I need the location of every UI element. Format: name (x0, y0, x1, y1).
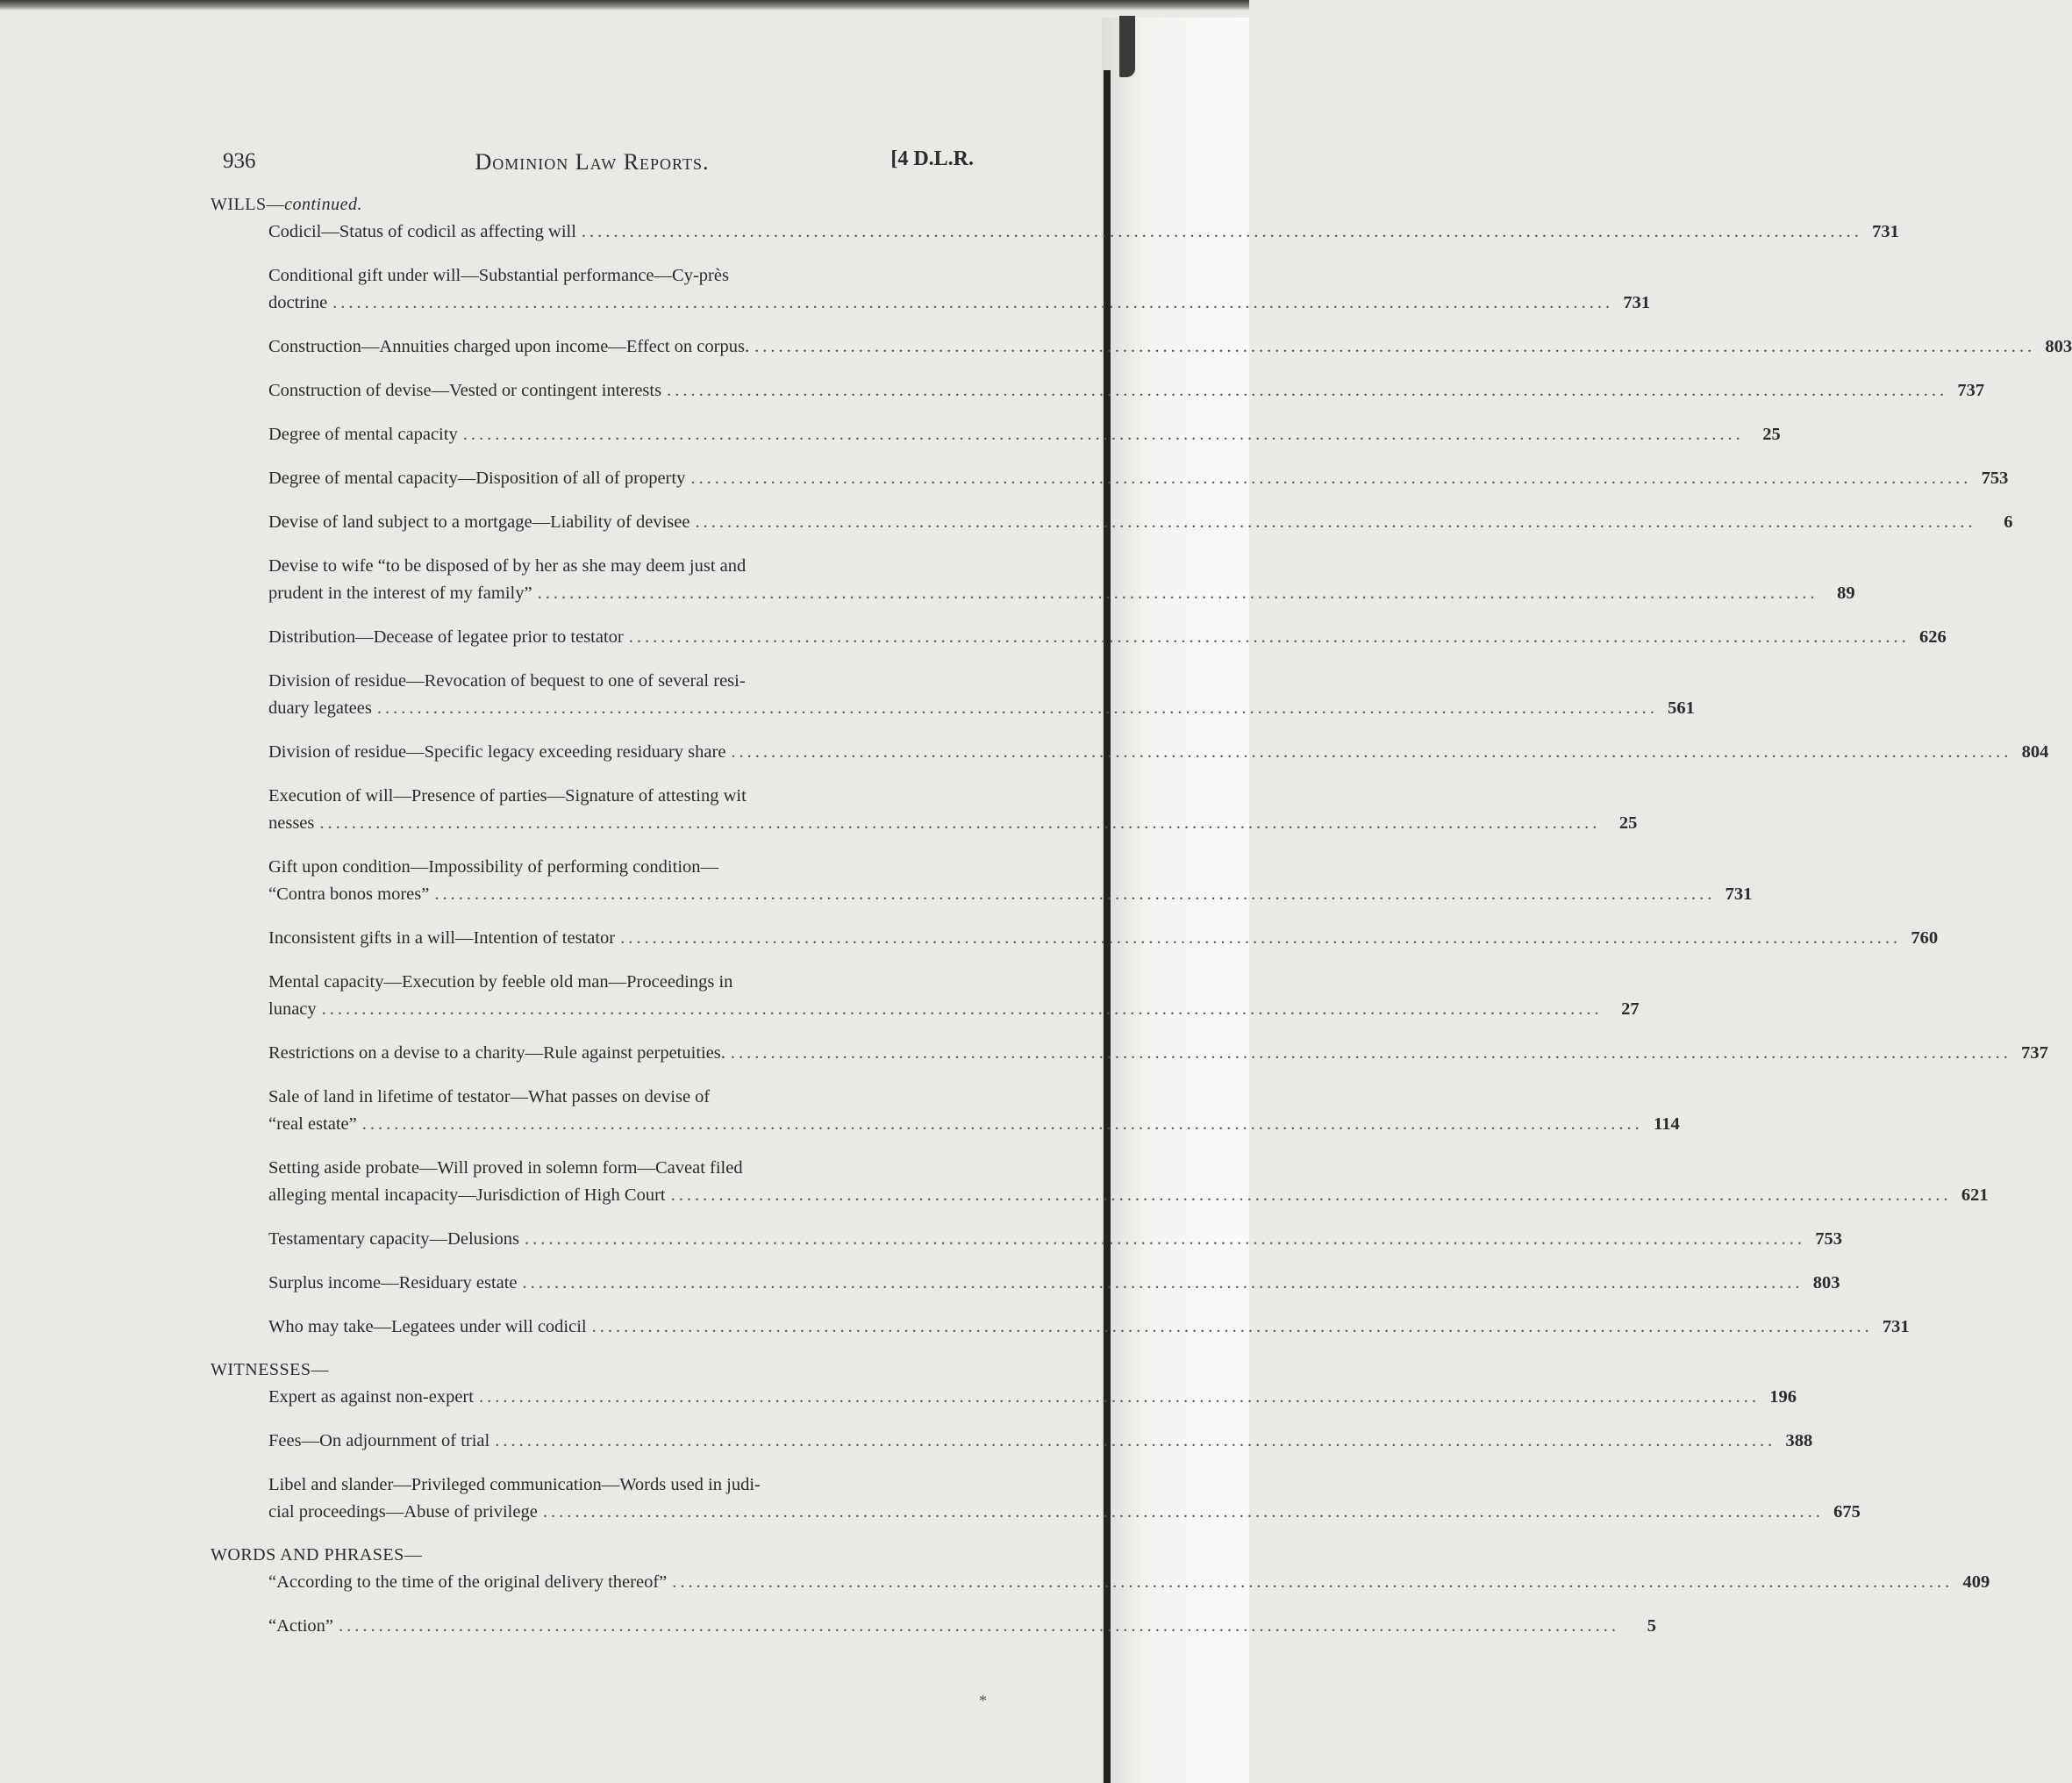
stray-mark: * (979, 1692, 987, 1709)
entry-page-number: 731 (1882, 1317, 1910, 1336)
index-entry (268, 925, 1939, 952)
entry-text: “According to the time of the original delivery thereof” (268, 1572, 668, 1592)
entry-page-number: 621 (1961, 1185, 1989, 1205)
entry-last-line (268, 377, 1985, 405)
entry-page-number: 196 (1769, 1387, 1797, 1407)
dot-leader: ................................................................................................................................................................ (731, 742, 2012, 762)
entry-text: “Action” (268, 1616, 333, 1636)
entry-line: Division of residue—Revocation of bequest to one of several resi- (268, 671, 746, 691)
entry-last-line (268, 695, 1695, 722)
entry-text: doctrine (268, 293, 328, 312)
entry-last-line (268, 1314, 1910, 1341)
scan-top-edge (0, 0, 1249, 11)
dot-leader: ................................................................................................................................................................ (620, 928, 1902, 948)
section-heading-text: WORDS AND PHRASES— (211, 1545, 423, 1565)
index-entry (268, 1613, 1656, 1640)
dot-leader: ................................................................................................................................................................ (628, 627, 1910, 647)
index-entry (268, 333, 2072, 361)
dot-leader: ................................................................................................................................................................ (690, 469, 1972, 488)
volume-reference: [4 D.L.R. (890, 147, 974, 170)
entry-line: Devise to wife “to be disposed of by her as she may deem just and (268, 556, 747, 576)
binding-tab (1119, 16, 1135, 77)
dot-leader: ................................................................................................................................................................ (462, 425, 1744, 444)
entry-last-line (268, 290, 1651, 317)
index-entry (268, 1084, 1680, 1138)
entry-last-line (268, 624, 1947, 651)
entry-text: Inconsistent gifts in a will—Intention of testator (268, 928, 616, 948)
dot-leader: ................................................................................................................................................................ (522, 1273, 1804, 1292)
entry-page-number: 731 (1725, 884, 1753, 904)
document-page (211, 132, 2072, 1663)
entry-page-number: 737 (1957, 381, 1985, 400)
entry-text: Degree of mental capacity (268, 425, 458, 444)
dot-leader: ................................................................................................................................................................ (754, 337, 2036, 356)
entry-last-line (268, 509, 2013, 536)
entry-page-number: 89 (1837, 584, 1855, 603)
entry-text: Restrictions on a devise to a charity—Rule against perpetuities. (268, 1043, 725, 1063)
entry-text: prudent in the interest of my family” (268, 584, 532, 603)
entry-text: Expert as against non-expert (268, 1387, 474, 1407)
entry-line: Libel and slander—Privileged communication—Words used in judi- (268, 1475, 761, 1494)
entry-last-line (268, 996, 1640, 1023)
entry-text: Who may take—Legatees under will codicil (268, 1317, 587, 1336)
page-number: 936 (223, 149, 256, 173)
entry-page-number: 731 (1623, 293, 1651, 312)
index-entry (268, 783, 1638, 837)
index-entry (268, 1384, 1797, 1411)
entry-last-line (268, 465, 2009, 492)
entry-last-line (268, 1270, 1840, 1297)
index-entry (268, 509, 2013, 536)
entry-line: Mental capacity—Execution by feeble old man—Proceedings in (268, 972, 733, 992)
entry-last-line (268, 1111, 1680, 1138)
entry-last-line (268, 1428, 1813, 1455)
dot-leader: ................................................................................................................................................................ (321, 999, 1603, 1019)
dot-leader: ................................................................................................................................................................ (672, 1572, 1954, 1592)
entry-last-line (268, 1613, 1656, 1640)
entry-last-line (268, 218, 1899, 246)
index-entry (268, 1314, 1910, 1341)
entry-text: Construction—Annuities charged upon income—Effect on corpus. (268, 337, 750, 356)
dot-leader: ................................................................................................................................................................ (537, 584, 1818, 603)
entry-last-line (268, 1499, 1861, 1526)
dot-leader: ................................................................................................................................................................ (434, 884, 1716, 904)
entry-last-line (268, 1226, 1843, 1253)
entry-page-number: 27 (1621, 999, 1640, 1019)
index-entry (268, 1428, 1813, 1455)
entry-page-number: 803 (2045, 337, 2072, 356)
entry-text: Distribution—Decease of legatee prior to testator (268, 627, 624, 647)
entry-last-line (268, 421, 1781, 448)
entry-text: Surplus income—Residuary estate (268, 1273, 518, 1292)
entry-page-number: 5 (1647, 1616, 1656, 1636)
index-entry (268, 739, 2049, 766)
entry-page-number: 753 (1815, 1229, 1843, 1249)
entry-page-number: 6 (2004, 512, 2013, 532)
entry-page-number: 388 (1785, 1431, 1813, 1450)
index-entry (268, 624, 1947, 651)
entry-page-number: 737 (2021, 1043, 2048, 1063)
entry-last-line (268, 739, 2049, 766)
dot-leader: ................................................................................................................................................................ (495, 1431, 1776, 1450)
dot-leader: ................................................................................................................................................................ (670, 1185, 1952, 1205)
dot-leader: ................................................................................................................................................................ (361, 1114, 1643, 1134)
index-entry (268, 377, 1985, 405)
entry-last-line (268, 1569, 1990, 1596)
dot-leader: ................................................................................................................................................................ (525, 1229, 1806, 1249)
entry-line: Gift upon condition—Impossibility of performing condition— (268, 857, 719, 877)
entry-page-number: 753 (1981, 469, 2009, 488)
entry-last-line (268, 1040, 2048, 1067)
index-entry (268, 969, 1640, 1023)
entry-text: duary legatees (268, 698, 372, 718)
entry-line: Execution of will—Presence of parties—Signature of attesting wit (268, 786, 747, 806)
dot-leader: ................................................................................................................................................................ (667, 381, 1948, 400)
entry-last-line (268, 333, 2072, 361)
entry-page-number: 803 (1812, 1273, 1840, 1292)
dot-leader: ................................................................................................................................................................ (332, 293, 1614, 312)
dot-leader: ................................................................................................................................................................ (339, 1616, 1619, 1636)
index-entry (268, 1226, 1843, 1253)
entry-text: Division of residue—Specific legacy exceeding residuary share (268, 742, 726, 762)
index-entry (268, 553, 1855, 607)
entry-line: Setting aside probate—Will proved in solemn form—Caveat filed (268, 1158, 743, 1178)
index-entry (268, 421, 1781, 448)
entry-text: lunacy (268, 999, 317, 1019)
entry-page-number: 626 (1919, 627, 1947, 647)
index-entry (268, 854, 1753, 908)
entry-text: alleging mental incapacity—Jurisdiction of High Court (268, 1185, 666, 1205)
entry-text: Codicil—Status of codicil as affecting will (268, 222, 576, 241)
dot-leader: ................................................................................................................................................................ (376, 698, 1658, 718)
entry-last-line (268, 1182, 1989, 1209)
dot-leader: ................................................................................................................................................................ (591, 1317, 1873, 1336)
index-entry (268, 668, 1695, 722)
entry-last-line (268, 810, 1638, 837)
entry-text: Testamentary capacity—Delusions (268, 1229, 520, 1249)
section-heading (211, 1545, 974, 1565)
entry-last-line (268, 925, 1939, 952)
entry-text: Fees—On adjournment of trial (268, 1431, 490, 1450)
index-entry (268, 1155, 1989, 1209)
index-entry (268, 262, 1651, 317)
entry-page-number: 731 (1872, 222, 1899, 241)
section-heading (211, 1360, 974, 1380)
index-entry (268, 1270, 1840, 1297)
dot-leader: ................................................................................................................................................................ (695, 512, 1976, 532)
dot-leader: ................................................................................................................................................................ (542, 1502, 1824, 1522)
entry-text: nesses (268, 813, 315, 833)
entry-page-number: 114 (1654, 1114, 1680, 1134)
journal-title: Dominion Law Reports. (475, 149, 710, 175)
section-heading (211, 195, 974, 215)
entry-line: Conditional gift under will—Substantial performance—Cy-près (268, 266, 729, 285)
entry-text: “Contra bonos mores” (268, 884, 430, 904)
section-heading-continued: continued. (284, 195, 362, 214)
entry-text: Construction of devise—Vested or contingent interests (268, 381, 662, 400)
entry-last-line (268, 580, 1855, 607)
dot-leader: ................................................................................................................................................................ (730, 1043, 2011, 1063)
index-entry (268, 1040, 2048, 1067)
entry-page-number: 561 (1668, 698, 1695, 718)
entry-text: cial proceedings—Abuse of privilege (268, 1502, 538, 1522)
entry-text: Degree of mental capacity—Disposition of all of property (268, 469, 686, 488)
entry-line: Sale of land in lifetime of testator—What passes on devise of (268, 1087, 711, 1106)
index-body (211, 195, 2072, 1640)
entry-page-number: 760 (1911, 928, 1939, 948)
entry-page-number: 409 (1962, 1572, 1990, 1592)
section-heading-text: WILLS— (211, 195, 285, 214)
entry-text: Devise of land subject to a mortgage—Liability of devisee (268, 512, 690, 532)
dot-leader: ................................................................................................................................................................ (319, 813, 1601, 833)
section-heading-text: WITNESSES— (211, 1360, 329, 1379)
index-entry (268, 218, 1899, 246)
entry-page-number: 25 (1618, 813, 1638, 833)
entry-page-number: 675 (1833, 1502, 1861, 1522)
entry-text: “real estate” (268, 1114, 357, 1134)
entry-last-line (268, 881, 1753, 908)
index-entry (268, 465, 2009, 492)
entry-page-number: 25 (1762, 425, 1781, 444)
dot-leader: ................................................................................................................................................................ (581, 222, 1862, 241)
entry-last-line (268, 1384, 1797, 1411)
dot-leader: ................................................................................................................................................................ (478, 1387, 1760, 1407)
index-entry (268, 1472, 1861, 1526)
index-entry (268, 1569, 1990, 1596)
running-head (211, 132, 974, 184)
entry-page-number: 804 (2021, 742, 2049, 762)
